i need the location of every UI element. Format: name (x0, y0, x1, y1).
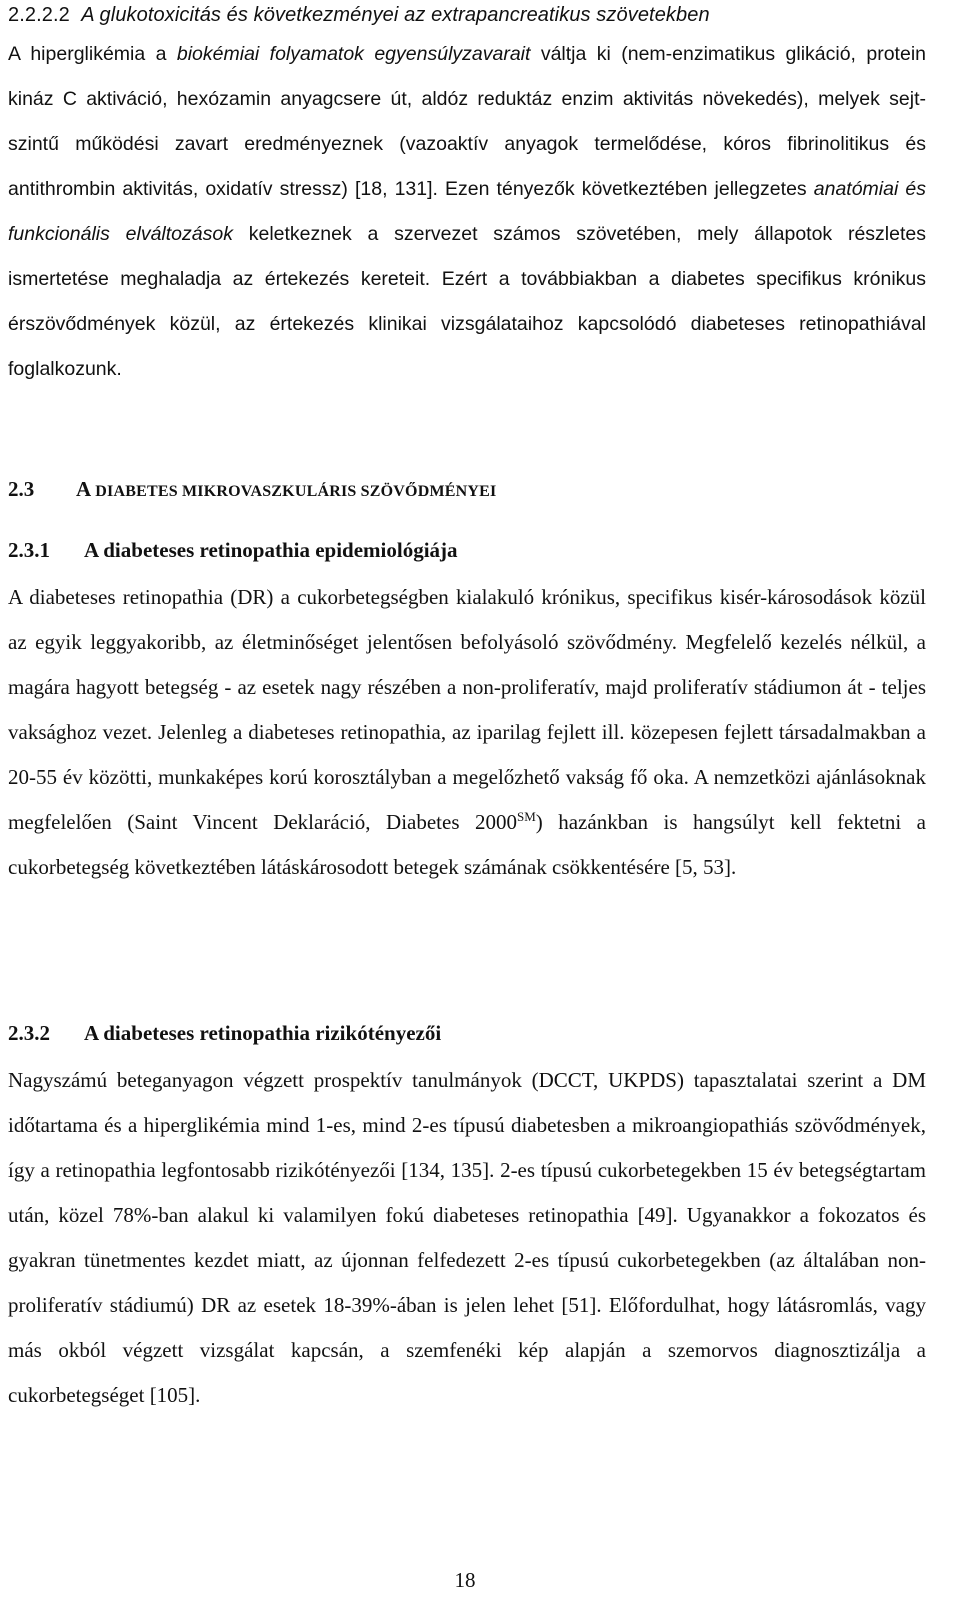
subsection-number: 2.2.2.2 (8, 4, 70, 26)
paragraph-text: ) hazánkban is hangsúlyt kell fektetni a cukorbetegség következtében látáskárosodott betegek számának csökkentésére [5, 53]. (8, 810, 926, 879)
paragraph-text: keletkeznek a szervezet számos szövetében, mely állapotok részletes ismertetése meghaladja az értekezés kereteit. Ezért a továbbiakban a diabetes specifikus krónikus érszövődmények közül, az értekezés klinikai vizsgálataihoz kapcsolódó diabeteses retinopathiával foglalkozunk. (8, 223, 926, 380)
superscript: SM (516, 809, 536, 824)
emphasis-text: biokémiai folyamatok egyensúlyzavarait (176, 43, 531, 65)
subsection-heading (8, 0, 926, 30)
section-2-2-2-2 (8, 0, 926, 392)
section-2-3-2 (8, 990, 926, 1418)
paragraph-text: A hiperglikémia a (8, 43, 177, 65)
subsection-number: 2.3.1 (8, 538, 50, 562)
document-page (8, 0, 926, 1621)
section-title-first: A (76, 477, 96, 501)
emphasis-text: anatómiai és funkcionális elváltozások (8, 178, 926, 245)
paragraph: Nagyszámú beteganyagon végzett prospektív tanulmányok (DCCT, UKPDS) tapasztalatai szerint a DM időtartama és a hiperglikémia mind 1-es, mind 2-es típusú diabetesben a mikroangiopathiás szövődmények, így a retinopathia legfontosabb rizikótényezői [134, 135]. 2-es típusú cukorbetegekben 15 év betegségtartam után, közel 78%-ban alakul ki valamilyen fokú diabeteses retinopathia [49]. Ugyanakkor a fokozatos és gyakran tünetmentes kezdet miatt, az újonnan felfedezett 2-es típusú cukorbetegekben (az általában non-proliferatív stádiumú) DR az esetek 18-39%-ában is jelen lehet [51]. Előfordulhat, hogy látásromlás, vagy más okból végzett vizsgálat kapcsán, a szemfenéki kép alapján a szemorvos diagnosztizálja a cukorbetegséget [105]. (8, 1068, 926, 1407)
section-title-smallcaps: DIABETES MIKROVASZKULÁRIS SZÖVŐDMÉNYEI (95, 483, 497, 500)
subsection-heading (8, 1018, 926, 1048)
section-2-3 (8, 460, 926, 890)
paragraph (8, 32, 926, 392)
paragraph-text: A diabeteses retinopathia (DR) a cukorbetegségben kialakuló krónikus, specifikus kisér-károsodások közül az egyik leggyakoribb, az életminőséget jelentősen befolyásoló szövődmény. Megfelelő kezelés nélkül, a magára hagyott betegség - az esetek nagy részében a non-proliferatív, majd proliferatív stádiumon át - teljes vaksághoz vezet. Jelenleg a diabeteses retinopathia, az iparilag fejlett ill. közepesen fejlett társadalmakban a 20-55 év közötti, munkaképes korú korosztályban a megelőzhető vakság fő oka. A nemzetközi ajánlásoknak megfelelően (Saint Vincent Deklaráció, Diabetes 2000 (8, 585, 926, 834)
subsection-number: 2.3.2 (8, 1021, 50, 1045)
section-number: 2.3 (8, 477, 35, 501)
subsection-heading (8, 535, 926, 565)
section-heading (8, 474, 926, 507)
subsection-title: A glukotoxicitás és következményei az extrapancreatikus szövetekben (81, 4, 710, 26)
paragraph (8, 575, 926, 890)
page-number: 18 (454, 1568, 476, 1592)
subsection-title: A diabeteses retinopathia epidemiológiája (84, 538, 458, 562)
paragraph-text: váltja ki (nem-enzimatikus glikáció, protein kináz C aktiváció, hexózamin anyagcsere út, aldóz reduktáz enzim aktivitás növekedés), melyek sejt-szintű működési zavart eredményeznek (vazoaktív anyagok termelődése, kóros fibrinolitikus és antithrombin aktivitás, oxidatív stressz) [18, 131]. Ezen tényezők következtében jellegzetes (8, 43, 926, 200)
subsection-title: A diabeteses retinopathia rizikótényezői (84, 1021, 442, 1045)
